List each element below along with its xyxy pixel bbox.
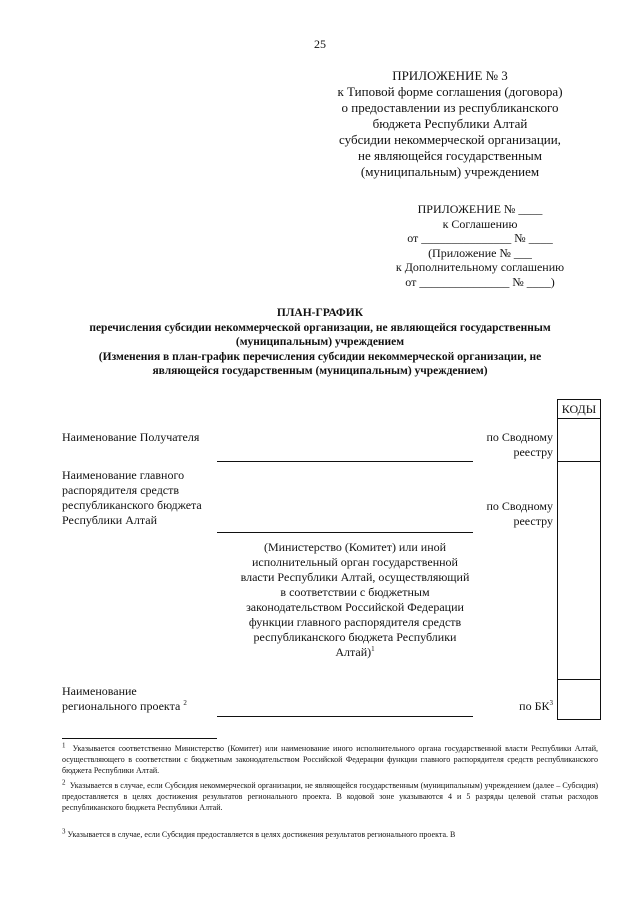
footnote-text: Указывается в случае, если Субсидия предоставляется в целях достижения результатов регионального проекта. В bbox=[67, 830, 456, 839]
appendix-line: бюджета Республики Алтай bbox=[372, 116, 528, 131]
appendix-line: субсидии некоммерческой организации, bbox=[339, 132, 561, 147]
code-cell-recipient[interactable] bbox=[557, 419, 601, 462]
footnote-ref-3: 3 bbox=[549, 699, 553, 707]
codes-header: КОДЫ bbox=[557, 399, 601, 419]
main-manager-field-line[interactable] bbox=[217, 532, 473, 533]
heading-line: являющейся государственным (муниципальным) учреждением) bbox=[152, 365, 488, 377]
sub-appendix-line: от _______________ № ____) bbox=[405, 274, 555, 289]
project-code-label bbox=[476, 699, 553, 714]
project-label bbox=[62, 684, 222, 714]
ministry-note-text: (Министерство (Комитет) или иной исполнительный орган государственной власти Республики Алтай, осуществляющий в соответствии с бюджетным законодательством Российской Федерации функции главного распорядителя средств республиканского бюджета Республики Алтай) bbox=[240, 540, 470, 659]
footnote-mark: 1 bbox=[62, 741, 66, 750]
appendix-line: не являющейся государственным bbox=[358, 148, 542, 163]
ministry-note bbox=[240, 540, 470, 660]
appendix-line: о предоставлении из республиканского bbox=[341, 100, 559, 115]
sub-appendix-line: к Дополнительному соглашению bbox=[395, 260, 565, 274]
footnote-text: Указывается соответственно Министерство (Комитет) или наименование иного исполнительного органа государственной власти Республики Алтай, осуществляющего в соответствии с бюджетным законодательством Российской Федерации функции главного распорядителя средств республиканского бюджета Республики Алтай. bbox=[62, 744, 599, 775]
footnote-ref-1: 1 bbox=[371, 645, 375, 653]
recipient-label: Наименование Получателя bbox=[62, 430, 200, 444]
footnote-mark: 3 bbox=[62, 827, 66, 836]
recipient-code-label: по Сводному реестру bbox=[486, 430, 553, 459]
footnote-2 bbox=[62, 780, 598, 813]
footnote-separator bbox=[62, 738, 217, 739]
main-manager-code-label: по Сводному реестру bbox=[486, 499, 553, 528]
footnote-text: Указывается в случае, если Субсидия некоммерческой организации, не являющейся государственным (муниципальным) учреждением (далее – Субсидия) предоставляется в целях достижения результатов регионального проекта. В кодовой зоне указываются 4 и 5 разряды целевой статьи расходов республиканского бюджета Республики Алтай. bbox=[62, 781, 599, 812]
heading-line: (муниципальным) учреждением bbox=[235, 336, 405, 348]
footnote-mark: 2 bbox=[62, 778, 66, 787]
project-label-line2: регионального проекта bbox=[62, 699, 181, 713]
footnote-3 bbox=[62, 829, 598, 840]
footnote-ref-2: 2 bbox=[183, 699, 187, 707]
code-cell-project[interactable] bbox=[557, 680, 601, 720]
project-code-label-text: по БК bbox=[519, 699, 550, 713]
project-label-line1: Наименование bbox=[62, 684, 137, 698]
sub-appendix-line: к Соглашению bbox=[442, 216, 518, 231]
sub-appendix-line: ПРИЛОЖЕНИЕ № ____ bbox=[417, 202, 543, 216]
heading-line: (Изменения в план-график перечисления субсидии некоммерческой организации, не bbox=[98, 350, 542, 363]
heading-line: перечисления субсидии некоммерческой организации, не являющейся государственным bbox=[89, 321, 551, 334]
footnote-1 bbox=[62, 743, 598, 776]
page-number: 25 bbox=[314, 37, 326, 51]
heading-title: ПЛАН-ГРАФИК bbox=[276, 307, 364, 319]
appendix-line: (муниципальным) учреждением bbox=[360, 164, 540, 179]
project-field-line[interactable] bbox=[217, 716, 473, 717]
sub-appendix-line: от _______________ № ____ bbox=[407, 231, 553, 245]
appendix-line: к Типовой форме соглашения (договора) bbox=[337, 84, 563, 99]
recipient-field-line[interactable] bbox=[217, 461, 473, 462]
code-cell-main-manager[interactable] bbox=[557, 462, 601, 680]
main-manager-label: Наименование главного распорядителя средств республиканского бюджета Республики Алтай bbox=[62, 468, 202, 527]
sub-appendix-line: (Приложение № ___ bbox=[428, 245, 532, 260]
appendix-line: ПРИЛОЖЕНИЕ № 3 bbox=[392, 68, 508, 83]
